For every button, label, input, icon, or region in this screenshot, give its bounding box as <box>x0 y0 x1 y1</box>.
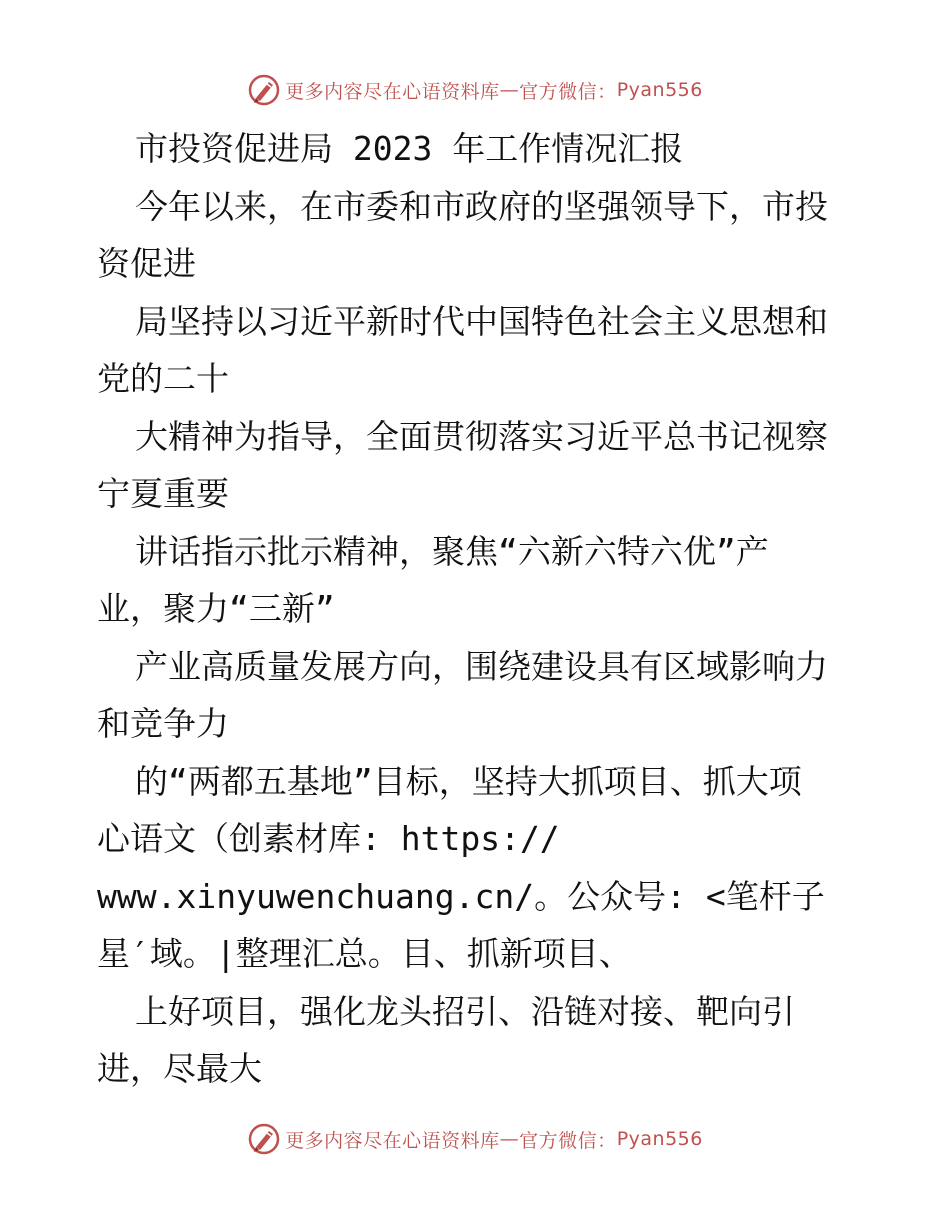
document-body <box>97 120 857 1098</box>
header-banner-text: 更多内容尽在心语资料库 <box>285 80 500 103</box>
text-line: 的“两都五基地”目标，坚持大抓项目、抓大项 <box>135 761 802 801</box>
text-line: 业，聚力“三新” <box>97 589 335 628</box>
header-wechat-label: 官方微信： <box>519 80 617 103</box>
text-line: 和竞争力 <box>97 704 229 743</box>
footer-banner-text: 更多内容尽在心语资料库 <box>285 1129 500 1152</box>
text-line: 讲话指示批示精神，聚焦“六新六特六优”产 <box>135 531 769 571</box>
pen-logo-icon <box>247 73 281 107</box>
text-line: www.xinyuwenchuang.cn/。公众号: <笔杆子 <box>97 876 825 916</box>
footer-separator: — <box>499 1128 520 1150</box>
header-separator: — <box>499 79 520 101</box>
text-line: 今年以来，在市委和市政府的坚强领导下，市投 <box>135 186 828 226</box>
text-line: 进，尽最大 <box>97 1049 262 1088</box>
text-line: 产业高质量发展方向，围绕建设具有区域影响力 <box>135 646 828 686</box>
text-line: 党的二十 <box>97 359 229 398</box>
footer-wechat-handle: Pyan556 <box>616 1128 703 1150</box>
text-line: 大精神为指导，全面贯彻落实习近平总书记视察 <box>135 416 828 456</box>
header-wechat-handle: Pyan556 <box>616 79 703 101</box>
text-line: 星′域。|整理汇总。目、抓新项目、 <box>97 934 632 973</box>
text-line: 局坚持以习近平新时代中国特色社会主义思想和 <box>135 301 828 341</box>
text-line: 上好项目，强化龙头招引、沿链对接、靶向引 <box>135 991 795 1031</box>
document-title: 市投资促进局 2023 年工作情况汇报 <box>135 129 684 168</box>
header-banner <box>0 68 950 112</box>
text-line: 宁夏重要 <box>97 474 229 513</box>
footer-banner <box>0 1117 950 1161</box>
text-line: 资促进 <box>97 244 196 283</box>
text-line: 心语文（创素材库: https:// <box>97 819 560 858</box>
footer-wechat-label: 官方微信： <box>519 1129 617 1152</box>
pen-logo-icon <box>247 1122 281 1156</box>
